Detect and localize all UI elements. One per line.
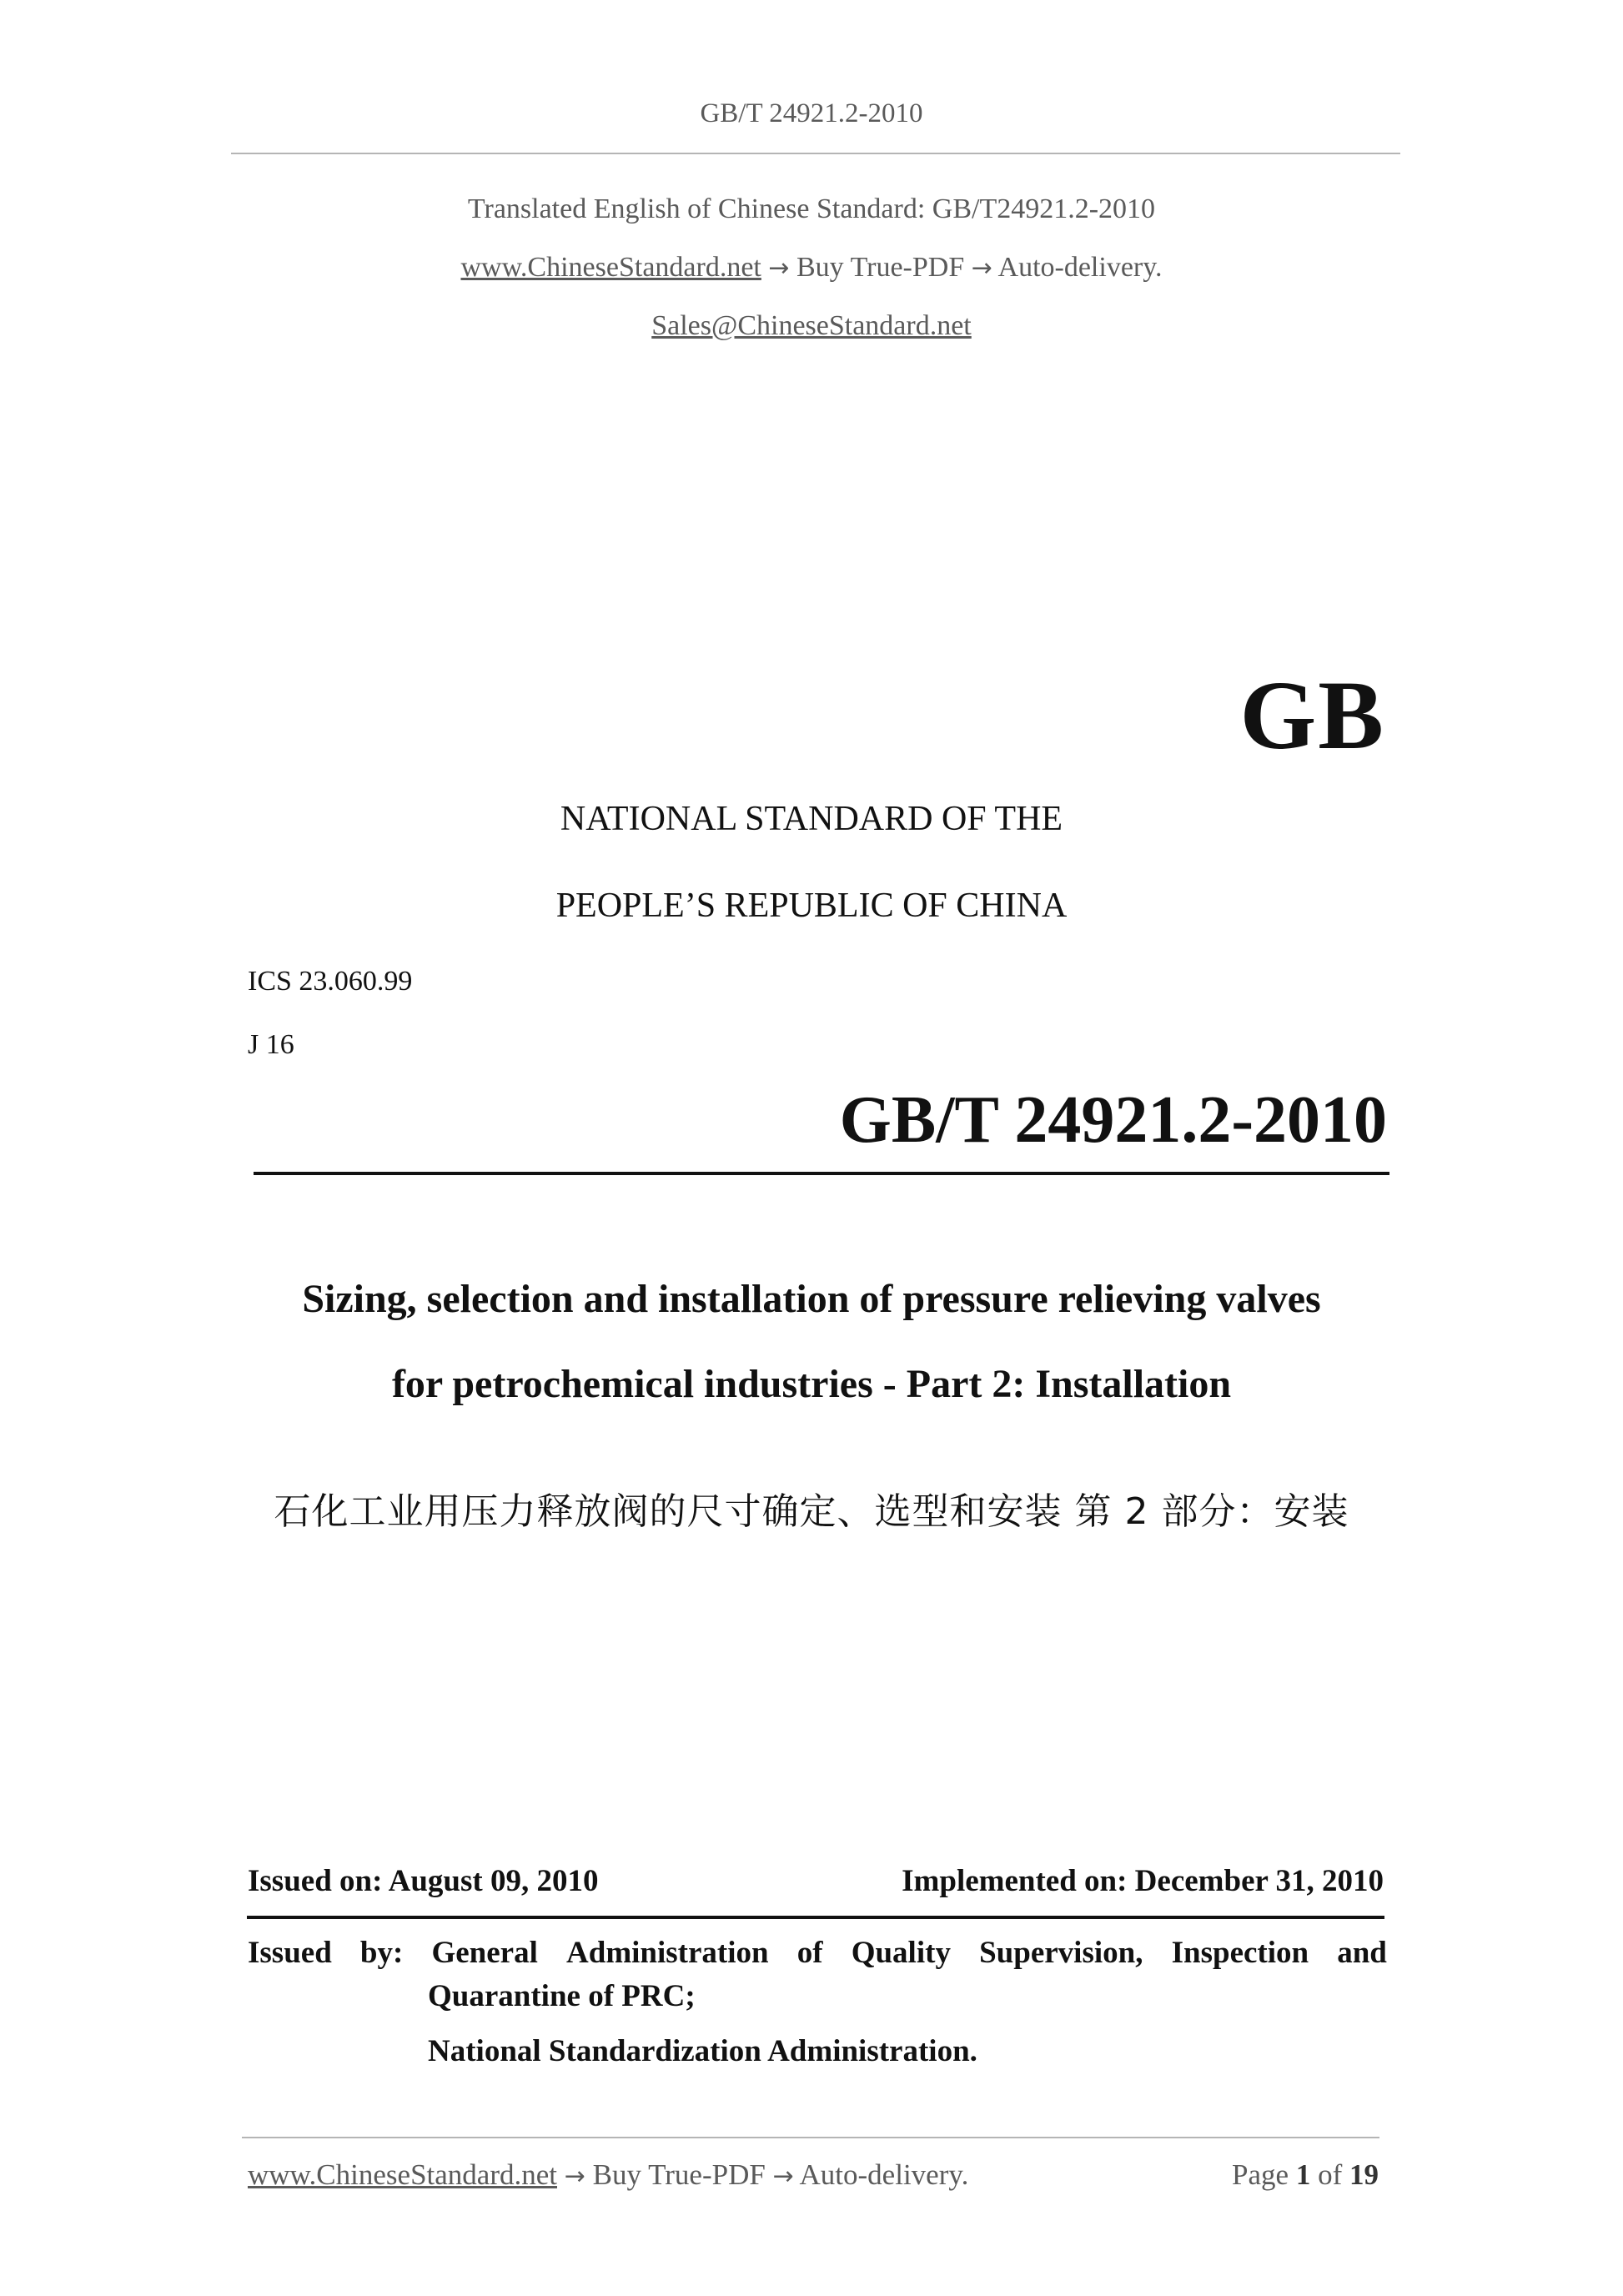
footer-auto-delivery: Auto-delivery. <box>799 2158 969 2191</box>
of-label: of <box>1318 2158 1343 2191</box>
footer-promo <box>248 2158 968 2192</box>
issued-by-word: General <box>431 1936 538 1970</box>
issued-by-word: of <box>796 1936 823 1970</box>
page-counter <box>1232 2158 1379 2192</box>
issued-by-word: Issued <box>248 1936 332 1970</box>
implemented-on-date: Implemented on: December 31, 2010 <box>902 1864 1384 1898</box>
arrow-right-icon: → <box>971 254 992 283</box>
issued-by-line2: Quarantine of PRC; <box>428 1979 696 2013</box>
issued-by-word: Quality <box>851 1936 951 1970</box>
buy-true-pdf-text: Buy True-PDF <box>796 252 965 283</box>
page-label: Page <box>1232 2158 1289 2191</box>
page-current: 1 <box>1295 2158 1311 2191</box>
national-standard-heading-line2: PEOPLE’S REPUBLIC OF CHINA <box>555 887 1068 925</box>
issued-by-word: Administration <box>566 1936 769 1970</box>
chinese-title: 石化工业用压力释放阀的尺寸确定、选型和安装 第 2 部分：安装 <box>274 1490 1349 1533</box>
arrow-right-icon: → <box>772 2162 794 2191</box>
issued-by-line1 <box>248 1932 1387 1975</box>
issued-by-word: Supervision, <box>979 1936 1143 1970</box>
national-standard-heading-line1: NATIONAL STANDARD OF THE <box>560 800 1063 838</box>
ccs-code: J 16 <box>248 1029 294 1060</box>
standard-number: GB/T 24921.2-2010 <box>839 1083 1387 1157</box>
arrow-right-icon: → <box>768 254 790 283</box>
document-title-line1: Sizing, selection and installation of pressure relieving valves <box>302 1277 1321 1321</box>
standard-number-divider <box>254 1172 1389 1175</box>
translation-notice-code: GB/T24921.2-2010 <box>932 193 1156 224</box>
sales-email-link[interactable]: Sales@ChineseStandard.net <box>651 310 972 341</box>
footer-divider <box>242 2137 1379 2138</box>
document-title-line2: for petrochemical industries - Part 2: Installation <box>391 1362 1232 1406</box>
issued-by-word: and <box>1337 1936 1387 1970</box>
issued-by-word: Inspection <box>1171 1936 1309 1970</box>
footer-site-link[interactable]: www.ChineseStandard.net <box>248 2158 557 2191</box>
auto-delivery-text: Auto-delivery. <box>997 252 1163 283</box>
footer-buy-text: Buy True-PDF <box>592 2158 766 2191</box>
gb-logo: GB <box>1239 661 1385 770</box>
site-promo-line <box>0 252 1623 284</box>
page-total: 19 <box>1349 2158 1379 2191</box>
header-divider <box>231 153 1400 154</box>
sales-email-line <box>0 310 1623 342</box>
arrow-right-icon: → <box>564 2162 585 2191</box>
ics-code: ICS 23.060.99 <box>248 966 413 997</box>
dates-divider <box>247 1916 1384 1919</box>
issued-by-block <box>248 1932 1387 2073</box>
translation-notice <box>0 193 1623 225</box>
site-link[interactable]: www.ChineseStandard.net <box>460 252 761 283</box>
issued-by-line3: National Standardization Administration. <box>428 2034 977 2068</box>
translation-notice-prefix: Translated English of Chinese Standard: <box>467 193 932 224</box>
running-header: GB/T 24921.2-2010 <box>700 98 923 128</box>
issued-by-word: by: <box>359 1936 404 1970</box>
issued-on-date: Issued on: August 09, 2010 <box>248 1864 599 1898</box>
